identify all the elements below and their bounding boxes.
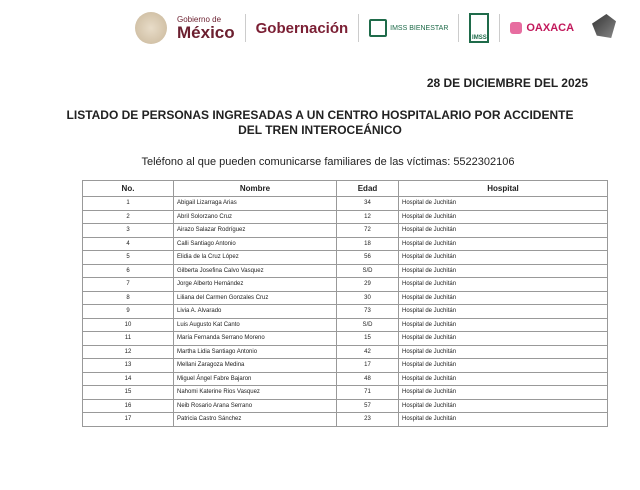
hospital-name: Hospital de Juchitán (399, 210, 608, 224)
patient-age: 42 (337, 345, 399, 359)
table-header-row (83, 181, 608, 197)
gobierno-de-mexico-logo (177, 16, 235, 41)
imss-icon (369, 19, 387, 37)
patient-name: Martha Lidia Santiago Antonio (174, 345, 337, 359)
divider (499, 14, 500, 42)
row-number: 4 (83, 237, 174, 251)
table-row (83, 210, 608, 224)
imss-bienestar-logo (369, 19, 448, 37)
column-header: Nombre (174, 181, 337, 197)
table-row (83, 318, 608, 332)
logo-text: OAXACA (526, 22, 575, 34)
row-number: 15 (83, 386, 174, 400)
row-number: 7 (83, 278, 174, 292)
logo-text: México (177, 22, 235, 42)
hospital-name: Hospital de Juchitán (399, 318, 608, 332)
table-row (83, 372, 608, 386)
row-number: 13 (83, 359, 174, 373)
document-title: LISTADO DE PERSONAS INGRESADAS A UN CENTRO HOSPITALARIO POR ACCIDENTE DEL TREN INTEROCEÁNICO (66, 108, 574, 137)
table-row (83, 251, 608, 265)
hospital-name: Hospital de Juchitán (399, 264, 608, 278)
hospital-name: Hospital de Juchitán (399, 305, 608, 319)
column-header: Edad (337, 181, 399, 197)
tren-interoceanico-logo (592, 14, 616, 38)
patient-name: Livia A. Alvarado (174, 305, 337, 319)
row-number: 1 (83, 197, 174, 211)
row-number: 5 (83, 251, 174, 265)
table-row (83, 386, 608, 400)
row-number: 11 (83, 332, 174, 346)
imss-logo: IMSS (469, 13, 489, 43)
column-header: No. (83, 181, 174, 197)
hospital-name: Hospital de Juchitán (399, 359, 608, 373)
divider (358, 14, 359, 42)
table-row (83, 305, 608, 319)
patient-age: 18 (337, 237, 399, 251)
patient-name: Gilberta Josefina Calvo Vasquez (174, 264, 337, 278)
patient-age: 15 (337, 332, 399, 346)
hospital-name: Hospital de Juchitán (399, 386, 608, 400)
row-number: 16 (83, 399, 174, 413)
patient-name: Neib Rosario Arana Serrano (174, 399, 337, 413)
patient-name: Mellani Zaragoza Medina (174, 359, 337, 373)
hospital-name: Hospital de Juchitán (399, 372, 608, 386)
document-date: 28 DE DICIEMBRE DEL 2025 (426, 76, 588, 90)
patient-age: 29 (337, 278, 399, 292)
table-row (83, 224, 608, 238)
patient-name: Elidia de la Cruz López (174, 251, 337, 265)
row-number: 10 (83, 318, 174, 332)
patient-name: Miguel Ángel Fabre Bajaron (174, 372, 337, 386)
patient-age: 72 (337, 224, 399, 238)
oaxaca-icon (510, 22, 522, 34)
contact-phone: Teléfono al que pueden comunicarse familiares de las víctimas: 5522302106 (141, 156, 515, 168)
table-row (83, 332, 608, 346)
row-number: 9 (83, 305, 174, 319)
hospital-name: Hospital de Juchitán (399, 345, 608, 359)
patient-age: 30 (337, 291, 399, 305)
patient-name: Jorge Alberto Hernández (174, 278, 337, 292)
logo-text: IMSS BIENESTAR (390, 24, 449, 32)
hospital-name: Hospital de Juchitán (399, 237, 608, 251)
patient-age: 12 (337, 210, 399, 224)
patient-name: Nahomi Katerine Rios Vasquez (174, 386, 337, 400)
column-header: Hospital (399, 181, 608, 197)
divider (458, 14, 459, 42)
row-number: 12 (83, 345, 174, 359)
hospital-name: Hospital de Juchitán (399, 332, 608, 346)
patient-name: Liliana del Carmen Gonzales Cruz (174, 291, 337, 305)
row-number: 14 (83, 372, 174, 386)
patient-age: 48 (337, 372, 399, 386)
table-row (83, 345, 608, 359)
hospital-name: Hospital de Juchitán (399, 197, 608, 211)
row-number: 8 (83, 291, 174, 305)
patients-table (82, 180, 608, 427)
patient-age: 73 (337, 305, 399, 319)
patient-age: 57 (337, 399, 399, 413)
row-number: 6 (83, 264, 174, 278)
patient-age: S/D (337, 264, 399, 278)
patient-age: 23 (337, 413, 399, 427)
patient-name: María Fernanda Serrano Moreno (174, 332, 337, 346)
logo-text: Gobierno de (177, 14, 222, 24)
patient-age: 56 (337, 251, 399, 265)
row-number: 3 (83, 224, 174, 238)
patient-name: Calli Santiago Antonio (174, 237, 337, 251)
table-row (83, 359, 608, 373)
table-row (83, 197, 608, 211)
table-row (83, 278, 608, 292)
patient-age: 34 (337, 197, 399, 211)
hospital-name: Hospital de Juchitán (399, 278, 608, 292)
row-number: 2 (83, 210, 174, 224)
hospital-name: Hospital de Juchitán (399, 251, 608, 265)
oaxaca-logo (510, 22, 574, 34)
patient-age: 71 (337, 386, 399, 400)
hospital-name: Hospital de Juchitán (399, 399, 608, 413)
table-row (83, 264, 608, 278)
logo-bar (135, 10, 574, 46)
hospital-name: Hospital de Juchitán (399, 413, 608, 427)
patient-age: S/D (337, 318, 399, 332)
patient-name: Patricia Castro Sánchez (174, 413, 337, 427)
table-row (83, 413, 608, 427)
patient-name: Luis Augusto Kat Canto (174, 318, 337, 332)
patient-name: Abigail Lizarraga Arias (174, 197, 337, 211)
patient-name: Airazo Salazar Rodríguez (174, 224, 337, 238)
hospital-name: Hospital de Juchitán (399, 224, 608, 238)
hospital-name: Hospital de Juchitán (399, 291, 608, 305)
table-row (83, 399, 608, 413)
mexico-seal-logo (135, 12, 167, 44)
row-number: 17 (83, 413, 174, 427)
divider (245, 14, 246, 42)
patient-name: Abril Solorzano Cruz (174, 210, 337, 224)
table-row (83, 237, 608, 251)
gobernacion-logo: Gobernación (255, 19, 349, 37)
table-row (83, 291, 608, 305)
patient-age: 17 (337, 359, 399, 373)
